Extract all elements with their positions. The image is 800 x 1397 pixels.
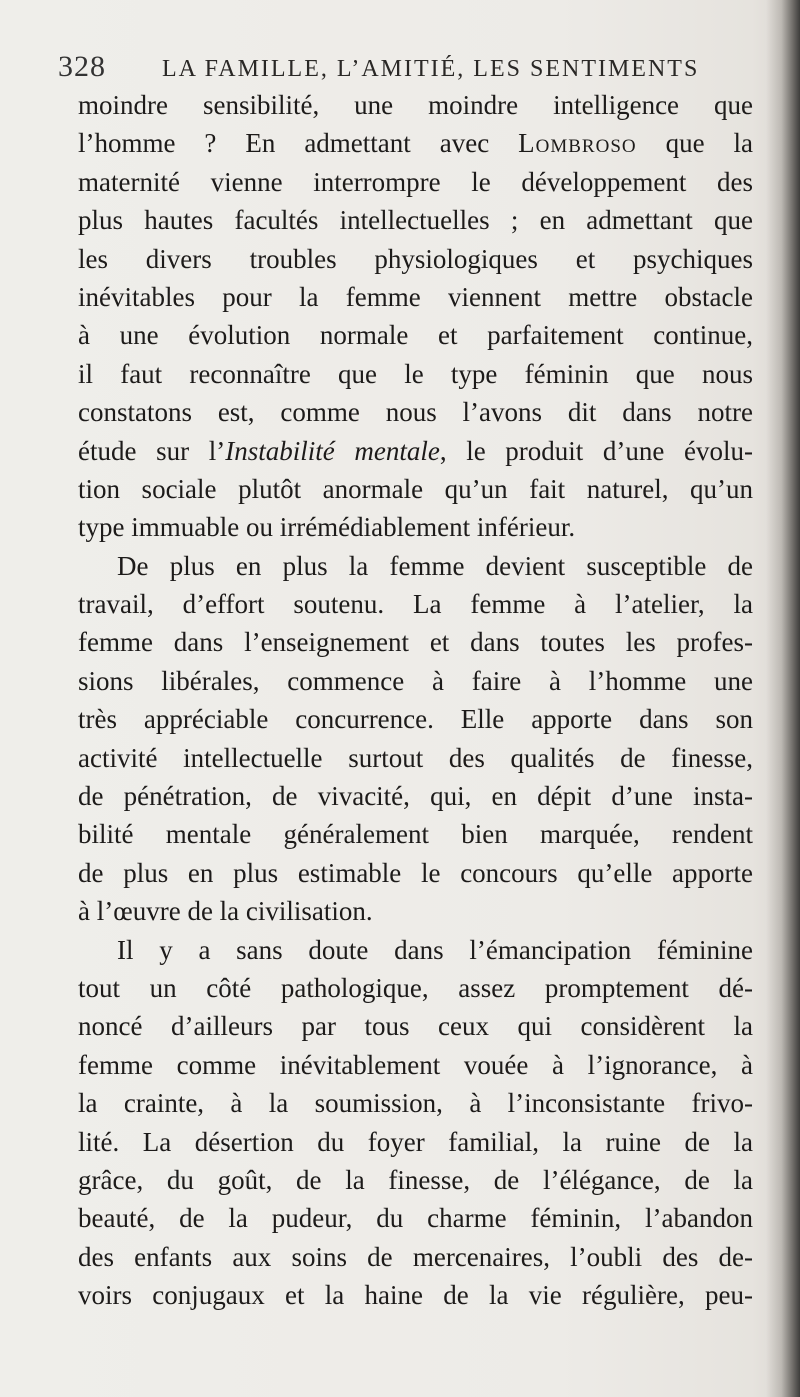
text-line: moindre sensibilité, une moindre intelligence que [78,90,753,120]
text-line: la crainte, à la soumission, à l’inconsistante frivo- [78,1088,753,1119]
text-line: tout un côté pathologique, assez promptement dé- [78,972,753,1003]
text-line: femme comme inévitablement vouée à l’ignorance, à [78,1049,753,1080]
book-title: Instabilité mentale [225,435,440,466]
text-segment: que la [636,128,753,159]
text-line: femme dans l’enseignement et dans toutes les profes- [78,627,753,658]
running-head: LA FAMILLE, L’AMITIÉ, LES SENTIMENTS [162,56,700,82]
text-line: à l’œuvre de la civilisation. [78,896,373,927]
page-number: 328 [58,50,106,83]
author-name: Lombroso [518,128,637,159]
text-line: bilité mentale généralement bien marquée, rendent [78,819,753,850]
text-segment: étude sur l’ [78,435,226,466]
body-text [78,86,753,1315]
text-line: activité intellectuelle surtout des qualités de finesse, [78,742,753,773]
text-line: lité. La désertion du foyer familial, la ruine de la [78,1126,753,1157]
text-segment: l’homme ? En admettant avec [78,128,490,159]
text-line: plus hautes facultés intellectuelles ; en admettant que [78,205,753,236]
text-line: il faut reconnaître que le type féminin que nous [78,358,753,389]
text-line: Il y a sans doute dans l’émancipation féminine [117,934,753,965]
text-line: très appréciable concurrence. Elle apporte dans son [78,704,753,735]
text-line: des enfants aux soins de mercenaires, l’oubli des de- [78,1241,753,1272]
text-line: à une évolution normale et parfaitement continue, [78,320,753,351]
text-line: constatons est, comme nous l’avons dit dans notre [78,397,753,428]
text-line [78,432,753,470]
text-line: voirs conjugaux et la haine de la vie régulière, peu- [78,1280,753,1311]
text-line: travail, d’effort soutenu. La femme à l’atelier, la [78,589,753,620]
text-line: grâce, du goût, de la finesse, de l’élégance, de la [78,1164,753,1195]
text-line: tion sociale plutôt anormale qu’un fait naturel, qu’un [78,473,753,504]
text-line: beauté, de la pudeur, du charme féminin, l’abandon [78,1203,753,1234]
text-line: inévitables pour la femme viennent mettre obstacle [78,281,753,312]
text-line: de plus en plus estimable le concours qu’elle apporte [78,857,753,888]
text-line: type immuable ou irrémédiablement inférieur. [78,512,576,543]
text-line: maternité vienne interrompre le développement des [78,166,753,197]
page-edge-shadow [766,0,800,1397]
text-line: sions libérales, commence à faire à l’homme une [78,665,753,696]
text-line [78,124,753,162]
text-line: De plus en plus la femme devient susceptible de [117,550,753,581]
text-line: de pénétration, de vivacité, qui, en dépit d’une insta- [78,781,753,812]
page-header [58,50,748,90]
text-line: noncé d’ailleurs par tous ceux qui considèrent la [78,1011,753,1042]
text-line: les divers troubles physiologiques et psychiques [78,243,753,274]
text-segment: , le produit d’une évolu- [439,435,753,466]
